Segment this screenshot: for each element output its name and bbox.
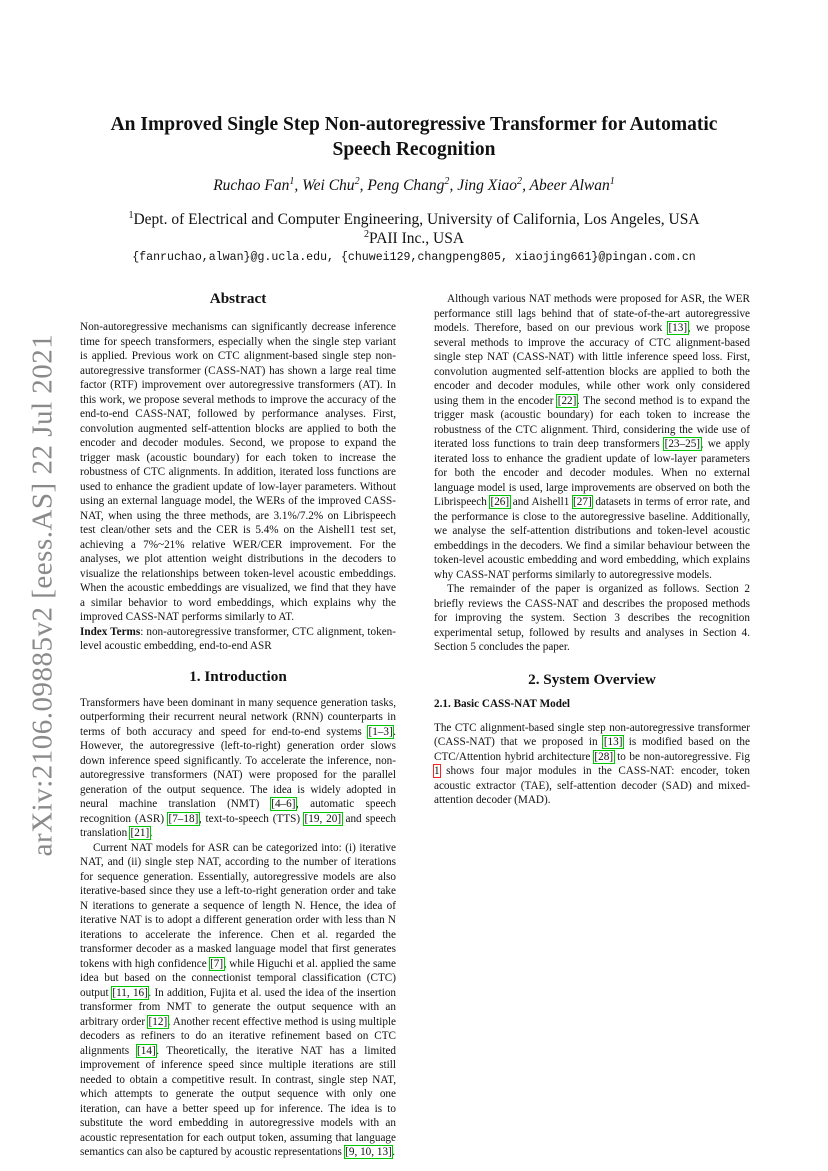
abstract-text: Non-autoregressive mechanisms can significantly decrease inference time for speech transformers, especially when the single step variant is applied. Previous work on CTC alignment-based single step non-autoregressive transformer (CASS-NAT) has shown a large real time factor (RTF) improvement over autoregressive transformers (AT). In this work, we propose several methods to improve the accuracy of the end-to-end CASS-NAT, followed by performance analyses. First, convolution augmented self-attention blocks are applied to both the encoder and decoder modules. Second, we propose to expand the trigger mask (acoustic boundary) for each token to increase the robustness of CTC alignments. In addition, iterated loss functions are used to enhance the gradient update of low-layer parameters. Without using an external language model, the WERs of the improved CASS-NAT, when using the three methods, are 3.1%/7.2% on Librispeech test clean/other sets and the CER is 5.4% on the Aishell1 test set, achieving a 7%~21% relative WER/CER improvement. For the analyses, we plot attention weight distributions in the decoders to visualize the relationships between token-level acoustic embeddings. When the acoustic embeddings are visualized, we find that they have a similar behavior to word embeddings, which explains why the improved CASS-NAT performs similarly to AT. [80,321,396,623]
citation-link[interactable]: [19, 20] [304,812,342,825]
text: shows four major modules in the CASS-NAT: encoder, token acoustic extractor (TAE), self-attention decoder (SAD) and mixed-attention decoder (MAD). [434,765,750,806]
affiliation-mark: 1 [128,209,134,221]
author-name: Ruchao Fan [213,177,290,194]
subsection-heading: 2.1. Basic CASS-NAT Model [434,697,571,710]
author-name: Abeer Alwan [529,177,610,194]
author-name: Wei Chu [302,177,355,194]
abstract-heading: Abstract [209,290,267,307]
citation-link[interactable]: [12] [148,1015,168,1028]
text: , we apply iterated loss to enhance the gradient update of low-layer parameters for both the encoder and decoder modules. When no external language model is used, large improvements are observed on both the Librispeech [434,438,750,508]
text: . [392,1146,396,1158]
citation-link[interactable]: [7] [210,957,224,970]
citation-link[interactable]: [7–18] [168,812,199,825]
title-line-2: Speech Recognition [332,139,496,160]
author-affiliation-mark: 2 [444,175,450,187]
title-line-1: An Improved Single Step Non-autoregressive Transformer for Automatic [110,114,718,135]
author-affiliation-mark: 1 [609,175,615,187]
affiliation-2 [80,229,748,248]
author-name: Peng Chang [367,177,445,194]
affiliation-2-text: PAII Inc., USA [369,230,465,247]
index-terms-text: : non-autoregressive transformer, CTC alignment, token-level acoustic embedding, end-to-end ASR [80,625,396,652]
figure-link[interactable]: 1 [434,765,440,777]
citation-link[interactable]: [13] [603,736,623,748]
citation-link[interactable]: [27] [573,496,592,508]
text: , automatic speech recognition (ASR) [80,798,396,825]
author-emails: {fanruchao,alwan}@g.ucla.edu, {chuwei129,changpeng805, xiaojing661}@pingan.com.cn [132,251,696,264]
text: and speech translation [80,812,396,839]
intro-paragraph [80,696,396,841]
text: to be non-autoregressive. Fig [613,750,751,763]
text: Transformers have been dominant in many sequence generation tasks, outperforming their recurrent neural network (RNN) counterparts in terms of both accuracy and speed for end-to-end systems [80,696,396,738]
right-column [434,292,750,808]
text: The CTC alignment-based single step non-autoregressive transformer (CASS-NAT) that we proposed in [434,721,750,748]
text: . The second method is to expand the trigger mask (acoustic boundary) for each token to increase the robustness of the CTC alignment. Third, considering the wide use of iterated loss functions to train deep transformers [434,394,751,450]
text: datasets in terms of error rate, and the performance is close to the autoregressive baseline. Additionally, we analyse the self-attention distributions and token-level acoustic embeddings in the decoders. We find a similar behaviour between the token-level acoustic embedding and word embedding, which explains why CASS-NAT performs similarly to autoregressive models. [434,496,750,581]
text: is modified based on the CTC/Attention hybrid architecture [434,736,750,763]
intro-paragraph [434,292,750,582]
text: Although various NAT methods were proposed for ASR, the WER performance still lags behind that of state-of-the-art autoregressive models. Therefore, based on our previous work [434,293,750,334]
citation-link[interactable]: [14] [137,1044,156,1057]
affiliation-1 [80,210,748,229]
intro-paragraph [80,841,396,1160]
introduction-heading: 1. Introduction [189,667,287,685]
citation-link[interactable]: [23–25] [664,438,701,450]
text: , text-to-speech (TTS) [198,812,305,825]
author-affiliation-mark: 1 [289,175,295,187]
index-terms [80,625,396,654]
citation-link[interactable]: [11, 16] [112,986,148,999]
citation-link[interactable]: [28] [594,750,614,763]
affiliations [80,210,748,248]
text: and Aishell1 [509,496,573,508]
affiliation-mark: 2 [363,228,369,240]
citation-link[interactable]: [21] [130,827,150,839]
citation-link[interactable]: [22] [557,394,577,407]
affiliation-1-text: Dept. of Electrical and Computer Engineering, University of California, Los Angeles, USA [133,211,700,228]
intro-paragraph: The remainder of the paper is organized as follows. Section 2 briefly reviews the CASS-NAT and describes the proposed methods for improving the system. Section 3 describes the recognition experimental setup, followed by results and analyses in Section 4. Section 5 concludes the paper. [434,583,750,653]
text: . [149,827,153,839]
index-terms-label: Index Terms [80,625,141,638]
author-list: Ruchao Fan$^1$, Wei Chu$^2$, Peng Chang$^2$, Jing Xiao$^2$, Abeer Alwan$^1$ [213,175,615,194]
text: . Theoretically, the iterative NAT has a limited improvement of inference speed since multiple iterations are still needed to obtain a competitive result. In contrast, single step NAT, which attempts to generate the output sequence with only one iteration, can have a better speed up for inference. The idea is to substitute the word embedding in autoregressive models with an acoustic representation for each output token, assuming that language semantics can also be captured by acoustic representations [80,1044,397,1158]
text: . In addition, Fujita et al. used the idea of the insertion transformer from NMT to generate the output sequence with an arbitrary order [80,986,397,1028]
author-affiliation-mark: 2 [354,175,360,187]
text: , we propose several methods to improve the accuracy of CTC alignment-based single step NAT (CASS-NAT) with little inference speed loss. First, convolution augmented self-attention blocks are applied to both the encoder and decoder modules, while other work only considered using them in the encoder [434,322,750,407]
text: , while Higuchi et al. applied the same idea but based on the connectionist temporal classification (CTC) output [80,957,396,999]
system-overview-heading: 2. System Overview [528,670,656,688]
citation-link[interactable]: [1–3] [368,725,393,738]
paper-title [80,112,748,162]
left-column [80,290,396,1160]
citation-link[interactable]: [4–6] [271,798,296,810]
arxiv-sidebar-stamp [18,300,68,890]
text: . Another recent effective method is using multiple decoders as refiners to do an iterative refinement based on CTC alignments [80,1015,396,1057]
author-name: Jing Xiao [457,177,518,194]
text: Current NAT models for ASR can be categorized into: (i) iterative NAT, and (ii) single step NAT, according to the number of iterations for sequence generation. Essentially, autoregressive models are also iterative-based since they use a left-to-right generation order and take N iterations to generate a sequence of length N. Hence, the idea of iterative NAT is to adopt a different generation order with less than N iterations to accelerate the inference. Chen et al. regarded the transformer decoder as a masked language model that first generates tokens with high confidence [80,841,396,970]
arxiv-id: arXiv:2106.09885v2 [eess.AS] 22 Jul 2021 [26,333,59,857]
system-paragraph [434,721,750,808]
citation-link[interactable]: [9, 10, 13] [345,1146,392,1158]
text: . However, the autoregressive (left-to-right) generation order slows down inference speed significantly. To accelerate the inference, non-autoregressive transformers (NAT) were proposed for the parallel generation of the output sequence. The idea is widely adopted in neural machine translation (NMT) [80,725,396,810]
author-affiliation-mark: 2 [517,175,523,187]
citation-link[interactable]: [13] [668,322,688,334]
citation-link[interactable]: [26] [490,496,510,508]
